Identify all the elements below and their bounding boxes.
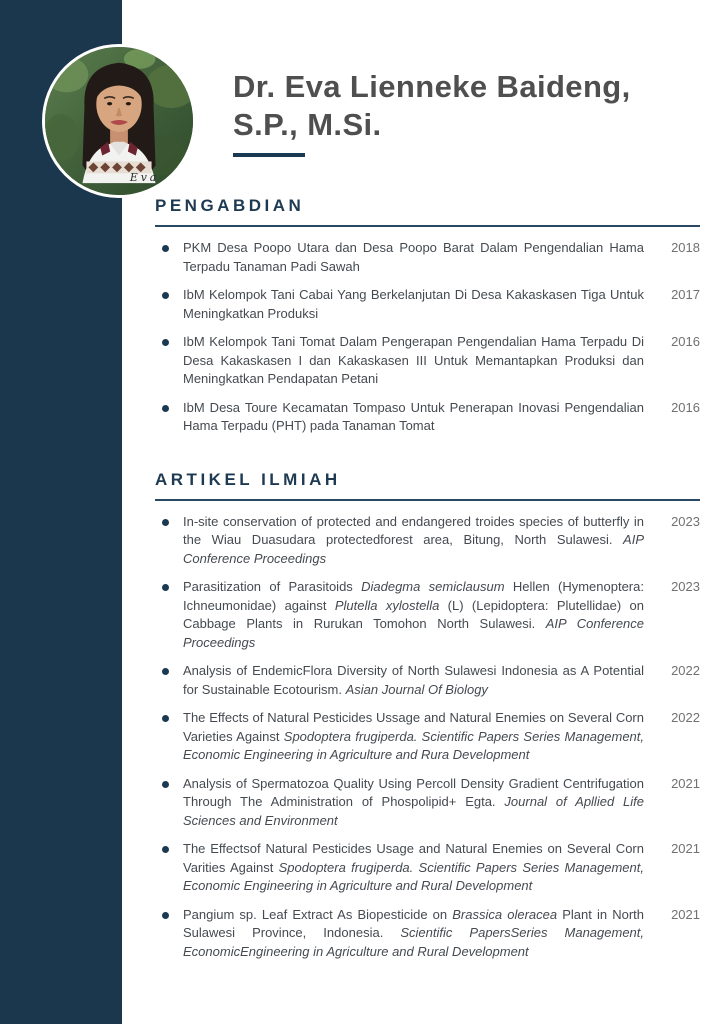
portrait-illustration bbox=[45, 47, 193, 195]
list-item bbox=[155, 775, 700, 831]
item-title: Analysis of Spermatozoa Quality Using Percoll Density Gradient Centrifugation Through The Administration of Phospolipid+ Egta. Journal of Apllied Life Sciences and Environment bbox=[183, 775, 644, 828]
section-title: ARTIKEL ILMIAH bbox=[155, 469, 341, 489]
list-item bbox=[155, 333, 700, 389]
item-year: 2021 bbox=[671, 775, 700, 791]
list-item bbox=[155, 239, 700, 276]
item-title: IbM Kelompok Tani Tomat Dalam Pengerapan Pengendalian Hama Terpadu Di Desa Kakaskasen I dan Kakaskasen III Untuk Memantapkan Produksi dan Meningkatkan Pendapatan Petani bbox=[183, 334, 644, 386]
item-title: Pangium sp. Leaf Extract As Biopesticide on Brassica oleracea Plant in North Sulawesi Province, Indonesia. Scientific PapersSeries Management, EconomicEngineering in Agriculture and Rural Development bbox=[183, 906, 645, 959]
list-item bbox=[155, 906, 700, 962]
list-item bbox=[155, 578, 700, 652]
item-year: 2023 bbox=[671, 579, 700, 594]
item-title: IbM Kelompok Tani Cabai Yang Berkelanjutan Di Desa Kakaskasen Tiga Untuk Meningkatkan Produksi bbox=[183, 287, 644, 321]
section-pengabdian bbox=[155, 196, 700, 436]
bullet-icon bbox=[162, 519, 169, 526]
section-artikel-ilmiah bbox=[155, 470, 700, 962]
section-divider bbox=[155, 225, 700, 227]
section-divider bbox=[155, 499, 700, 501]
list-item bbox=[155, 513, 700, 569]
bullet-icon bbox=[162, 912, 169, 919]
item-title: IbM Desa Toure Kecamatan Tompaso Untuk Penerapan Inovasi Pengendalian Hama Terpadu (PHT) pada Tanaman Tomat bbox=[183, 399, 644, 433]
item-year: 2018 bbox=[671, 240, 700, 255]
bullet-icon bbox=[162, 339, 169, 346]
list-item bbox=[155, 840, 700, 896]
item-year: 2022 bbox=[671, 663, 700, 678]
item-year: 2023 bbox=[671, 513, 700, 529]
list-item bbox=[155, 286, 700, 323]
item-title: PKM Desa Poopo Utara dan Desa Poopo Barat Dalam Pengendalian Hama Terpadu Tanaman Padi Sawah bbox=[183, 240, 644, 274]
bullet-icon bbox=[162, 405, 169, 412]
list-item bbox=[155, 399, 700, 436]
name-underline bbox=[233, 153, 305, 157]
item-year: 2016 bbox=[671, 399, 700, 415]
profile-photo bbox=[42, 44, 196, 198]
person-name-line2: S.P., M.Si. bbox=[233, 107, 382, 142]
list-item bbox=[155, 662, 700, 699]
bullet-icon bbox=[162, 715, 169, 722]
item-title: The Effectsof Natural Pesticides Usage and Natural Enemies on Several Corn Varities Against Spodoptera frugiperda. Scientific Papers Series Management, Economic Engineering in Agriculture and Rural Development bbox=[183, 841, 644, 893]
item-title: Parasitization of Parasitoids Diadegma semiclausum Hellen (Hymenoptera: Ichneumonidae) against Plutella xylostella (L) (Lepidoptera: Plutellidae) on Cabbage Plants in Rurukan Tomohon North Sulawesi. AIP Conference Proceedings bbox=[183, 579, 645, 650]
bullet-icon bbox=[162, 668, 169, 675]
item-year: 2021 bbox=[671, 906, 700, 922]
bullet-icon bbox=[162, 846, 169, 853]
item-year: 2021 bbox=[671, 841, 700, 856]
item-title: In-site conservation of protected and endangered troides species of butterfly in the Wiau Duasudara protectedforest area, Bitung, North Sulawesi. AIP Conference Proceedings bbox=[183, 513, 644, 566]
photo-signature: Eva bbox=[129, 171, 160, 185]
section-title: PENGABDIAN bbox=[155, 196, 305, 215]
page-header bbox=[233, 68, 631, 157]
item-year: 2022 bbox=[671, 710, 700, 725]
item-year: 2017 bbox=[671, 287, 700, 302]
bullet-icon bbox=[162, 584, 169, 591]
section-list bbox=[155, 239, 700, 436]
cv-content bbox=[155, 196, 700, 971]
list-item bbox=[155, 709, 700, 765]
bullet-icon bbox=[162, 245, 169, 252]
item-title: Analysis of EndemicFlora Diversity of North Sulawesi Indonesia as A Potential for Sustainable Ecotourism. Asian Journal Of Biology bbox=[183, 663, 644, 697]
item-year: 2016 bbox=[671, 334, 700, 349]
bullet-icon bbox=[162, 781, 169, 788]
bullet-icon bbox=[162, 292, 169, 299]
item-title: The Effects of Natural Pesticides Ussage and Natural Enemies on Several Corn Varieties Against Spodoptera frugiperda. Scientific Papers Series Management, Economic Engineering in Agriculture and Rura Development bbox=[183, 710, 644, 762]
person-name-line1: Dr. Eva Lienneke Baideng, bbox=[233, 69, 631, 104]
section-list bbox=[155, 513, 700, 962]
